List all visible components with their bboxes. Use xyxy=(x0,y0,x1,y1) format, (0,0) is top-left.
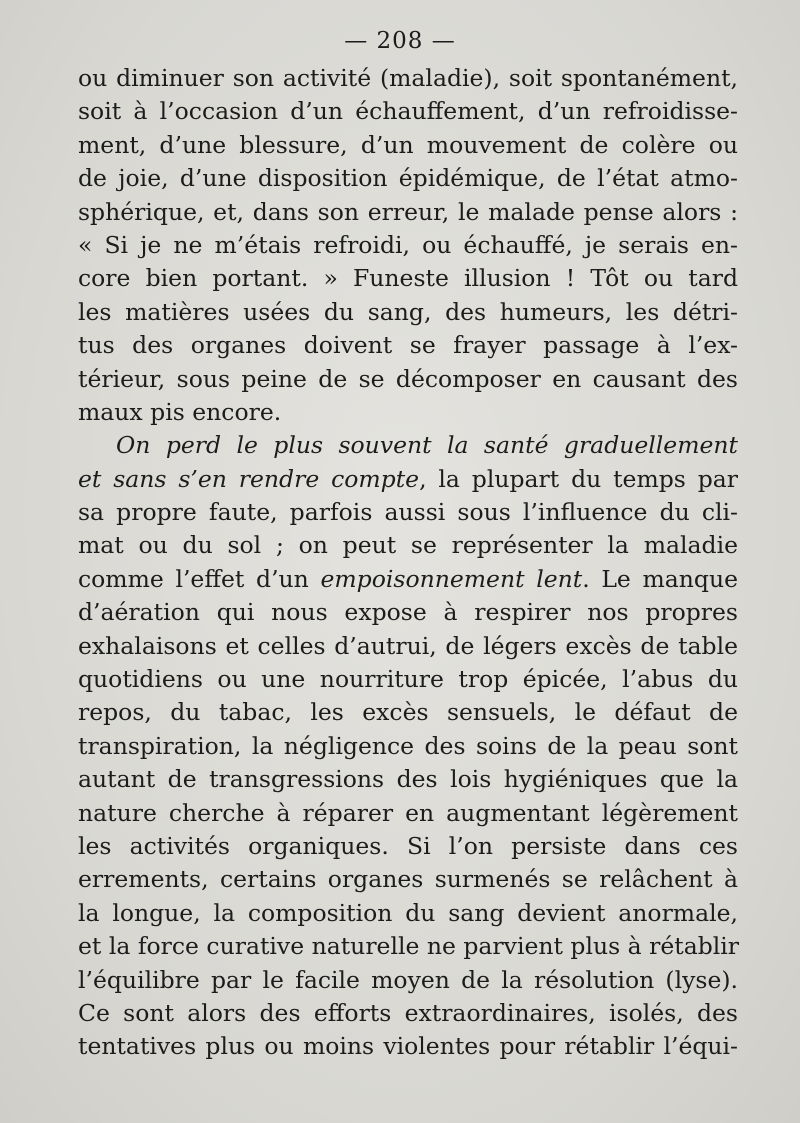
text-line: autant de transgressions des lois hygiéniques que la xyxy=(78,765,738,794)
text-line: transpiration, la négligence des soins de la peau sont xyxy=(78,731,738,760)
text-line: tentatives plus ou moins violentes pour rétablir l’équi- xyxy=(78,1032,738,1061)
text-line: Ce sont alors des efforts extraordinaires, isolés, des xyxy=(78,998,738,1027)
text-line: sphérique, et, dans son erreur, le malade pense alors : xyxy=(78,197,738,226)
text-line: térieur, sous peine de se décomposer en causant des xyxy=(78,364,738,393)
text-line: « Si je ne m’étais refroidi, ou échauffé, je serais en- xyxy=(78,230,738,259)
text-line: et la force curative naturelle ne parvient plus à rétablir xyxy=(78,932,740,961)
text-line: comme l’effet d’un empoisonnement lent. Le manque xyxy=(78,564,739,593)
text-line: tus des organes doivent se frayer passage à l’ex- xyxy=(78,331,738,360)
italic-emphasis: et sans s’en rendre compte xyxy=(78,464,420,493)
text-line xyxy=(78,429,738,462)
text-line: maux pis encore. xyxy=(78,397,282,426)
text-line: core bien portant. » Funeste illusion ! Tôt ou tard xyxy=(78,264,738,293)
text-line: d’aération qui nous expose à respirer nos propres xyxy=(78,598,738,627)
text-line: errements, certains organes surmenés se relâchent à xyxy=(78,865,738,894)
text-line: repos, du tabac, les excès sensuels, le défaut de xyxy=(78,698,738,727)
text-line: et sans s’en rendre compte, la plupart du temps par xyxy=(78,464,738,493)
text-line: les matières usées du sang, des humeurs, les détri- xyxy=(78,297,738,326)
page-number: — 208 — xyxy=(344,28,456,54)
text-line: de joie, d’une disposition épidémique, de l’état atmo- xyxy=(78,164,738,193)
text-line: mat ou du sol ; on peut se représenter la maladie xyxy=(78,531,738,560)
text-line: la longue, la composition du sang devient anormale, xyxy=(78,898,738,927)
italic-emphasis: empoisonnement lent xyxy=(320,564,583,593)
text-line: sa propre faute, parfois aussi sous l’influence du cli- xyxy=(78,498,738,527)
text-line: l’équilibre par le facile moyen de la résolution (lyse). xyxy=(78,965,738,994)
text-line: les activités organiques. Si l’on persiste dans ces xyxy=(78,831,738,860)
text-line: ou diminuer son activité (maladie), soit spontanément, xyxy=(78,64,738,92)
italic-emphasis: On perd le plus souvent la santé graduellement xyxy=(116,431,738,460)
text-line: ment, d’une blessure, d’un mouvement de colère ou xyxy=(78,130,738,159)
body-text xyxy=(78,62,738,1064)
text-line: nature cherche à réparer en augmentant légèrement xyxy=(78,798,738,827)
text-line: quotidiens ou une nourriture trop épicée, l’abus du xyxy=(78,665,738,694)
text-line: soit à l’occasion d’un échauffement, d’un refroidisse- xyxy=(78,97,738,126)
text-line: exhalaisons et celles d’autrui, de légers excès de table xyxy=(78,631,738,660)
